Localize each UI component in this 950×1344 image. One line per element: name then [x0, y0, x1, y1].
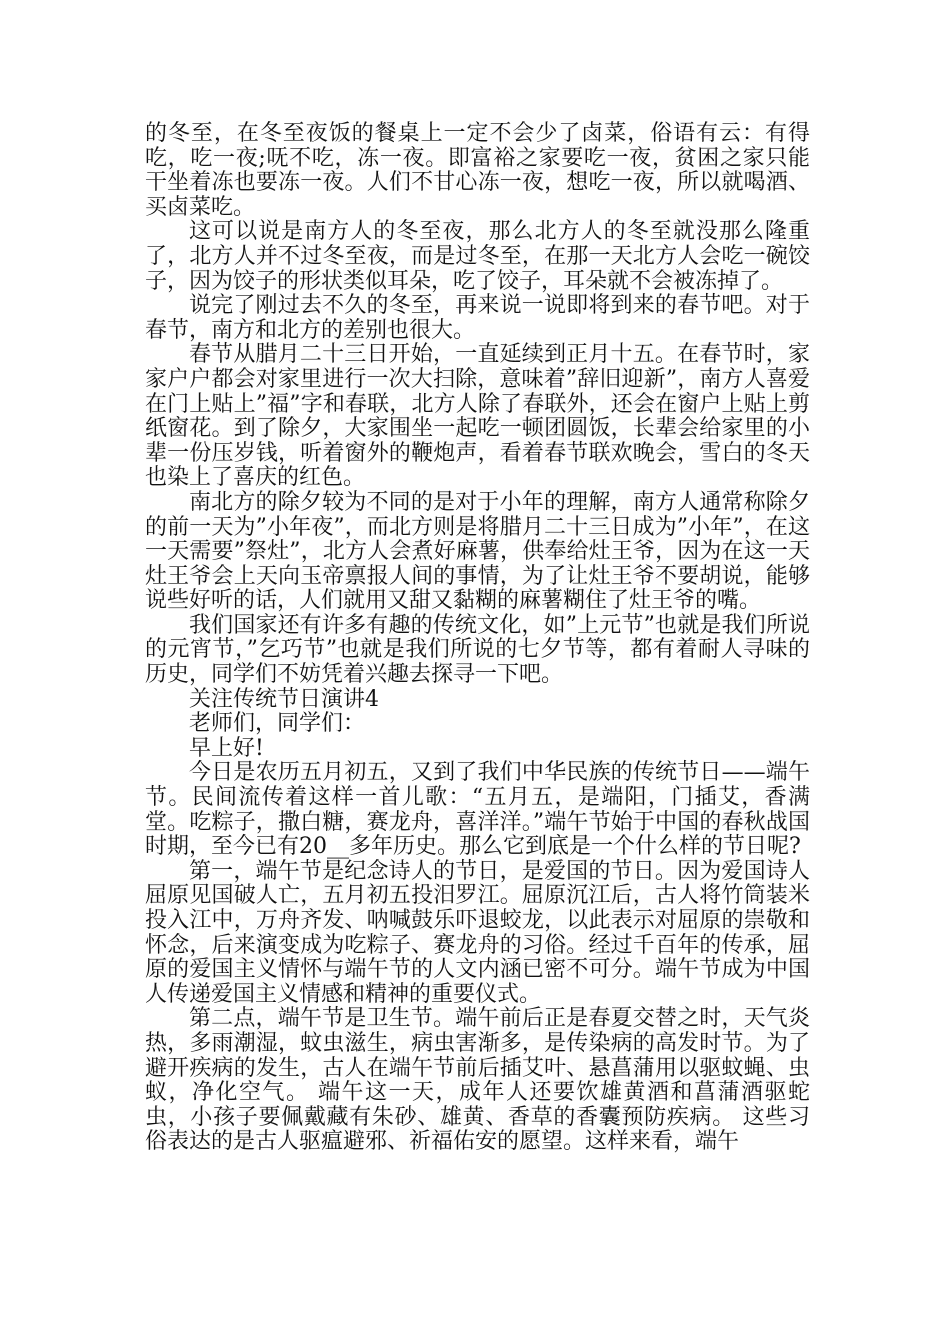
paragraph-other-festivals: 我们国家还有许多有趣的传统文化，如”上元节”也就是我们所说的元宵节，”乞巧节”也就是我们所说的七夕节等，都有着耐人寻味的历史，同学们不妨凭着兴趣去探寻一下吧。 [145, 612, 810, 688]
paragraph-winter-solstice-south: 的冬至，在冬至夜饭的餐桌上一定不会少了卤菜，俗语有云：有得吃，吃一夜;呒不吃，冻一夜。即富裕之家要吃一夜，贫困之家只能干坐着冻也要冻一夜。人们不甘心冻一夜，想吃一夜，所以就喝酒、买卤菜吃。 [145, 121, 810, 220]
paragraph-dragon-boat-point-two: 第二点，端午节是卫生节。端午前后正是春夏交替之时，天气炎热，多雨潮湿，蚊虫滋生，病虫害渐多，是传染病的高发时节。为了避开疾病的发生，古人在端午节前后插艾叶、悬菖蒲用以驱蚊蝇、虫蚁，净化空气。 端午这一天，成年人还要饮雄黄酒和菖蒲酒驱蛇虫，小孩子要佩戴藏有朱砂、雄黄、香草的香囊预防疾病。 这些习俗表达的是古人驱瘟避邪、祈福佑安的愿望。这样来看，端午 [145, 1006, 810, 1155]
speech-heading: 关注传统节日演讲4 [189, 686, 379, 712]
paragraph-spring-festival-intro: 说完了刚过去不久的冬至，再来说一说即将到来的春节吧。对于春节，南方和北方的差别也很大。 [145, 293, 810, 343]
paragraph-dragon-boat-intro: 今日是农历五月初五，又到了我们中华民族的传统节日——端午节。民间流传着这样一首儿歌：“五月五，是端阳，门插艾，香满堂。吃粽子，撒白糖，赛龙舟，喜洋洋。”端午节始于中国的春秋战国时期，至今已有20__多年历史。那么它到底是一个什么样的节日呢? [145, 760, 810, 860]
paragraph-dragon-boat-point-one: 第一，端午节是纪念诗人的节日，是爱国的节日。因为爱国诗人屈原见国破人亡，五月初五投汨罗江。屈原沉江后，古人将竹筒装米投入江中，万舟齐发、呐喊鼓乐吓退蛟龙，以此表示对屈原的崇敬和怀念，后来演变成为吃粽子、赛龙舟的习俗。经过千百年的传承，屈原的爱国主义情怀与端午节的人文内涵已密不可分。端午节成为中国人传递爱国主义情感和精神的重要仪式。 [145, 858, 810, 1007]
paragraph-spring-festival-customs: 春节从腊月二十三日开始，一直延续到正月十五。在春节时，家家户户都会对家里进行一次大扫除，意味着”辞旧迎新”，南方人喜爱在门上贴上”福”字和春联，北方人除了春联外，还会在窗户上贴上剪纸窗花。到了除夕，大家围坐一起吃一顿团圆饭，长辈会给家里的小辈一份压岁钱，听着窗外的鞭炮声，看着春节联欢晚会，雪白的冬天也染上了喜庆的红色。 [145, 342, 810, 491]
document-page [145, 122, 810, 1155]
speech-greeting: 早上好! [189, 735, 264, 761]
paragraph-winter-solstice-north: 这可以说是南方人的冬至夜，那么北方人的冬至就没那么隆重了，北方人并不过冬至夜，而是过冬至，在那一天北方人会吃一碗饺子，因为饺子的形状类似耳朵，吃了饺子，耳朵就不会被冻掉了。 [145, 219, 810, 294]
speech-salutation: 老师们，同学们： [189, 711, 366, 737]
paragraph-little-new-year: 南北方的除夕较为不同的是对于小年的理解，南方人通常称除夕的前一天为”小年夜”，而北方则是将腊月二十三日成为”小年”，在这一天需要”祭灶”，北方人会煮好麻薯，供奉给灶王爷，因为在这一天灶王爷会上天向玉帝禀报人间的事情，为了让灶王爷不要胡说，能够说些好听的话，人们就用又甜又黏糊的麻薯糊住了灶王爷的嘴。 [145, 489, 810, 614]
